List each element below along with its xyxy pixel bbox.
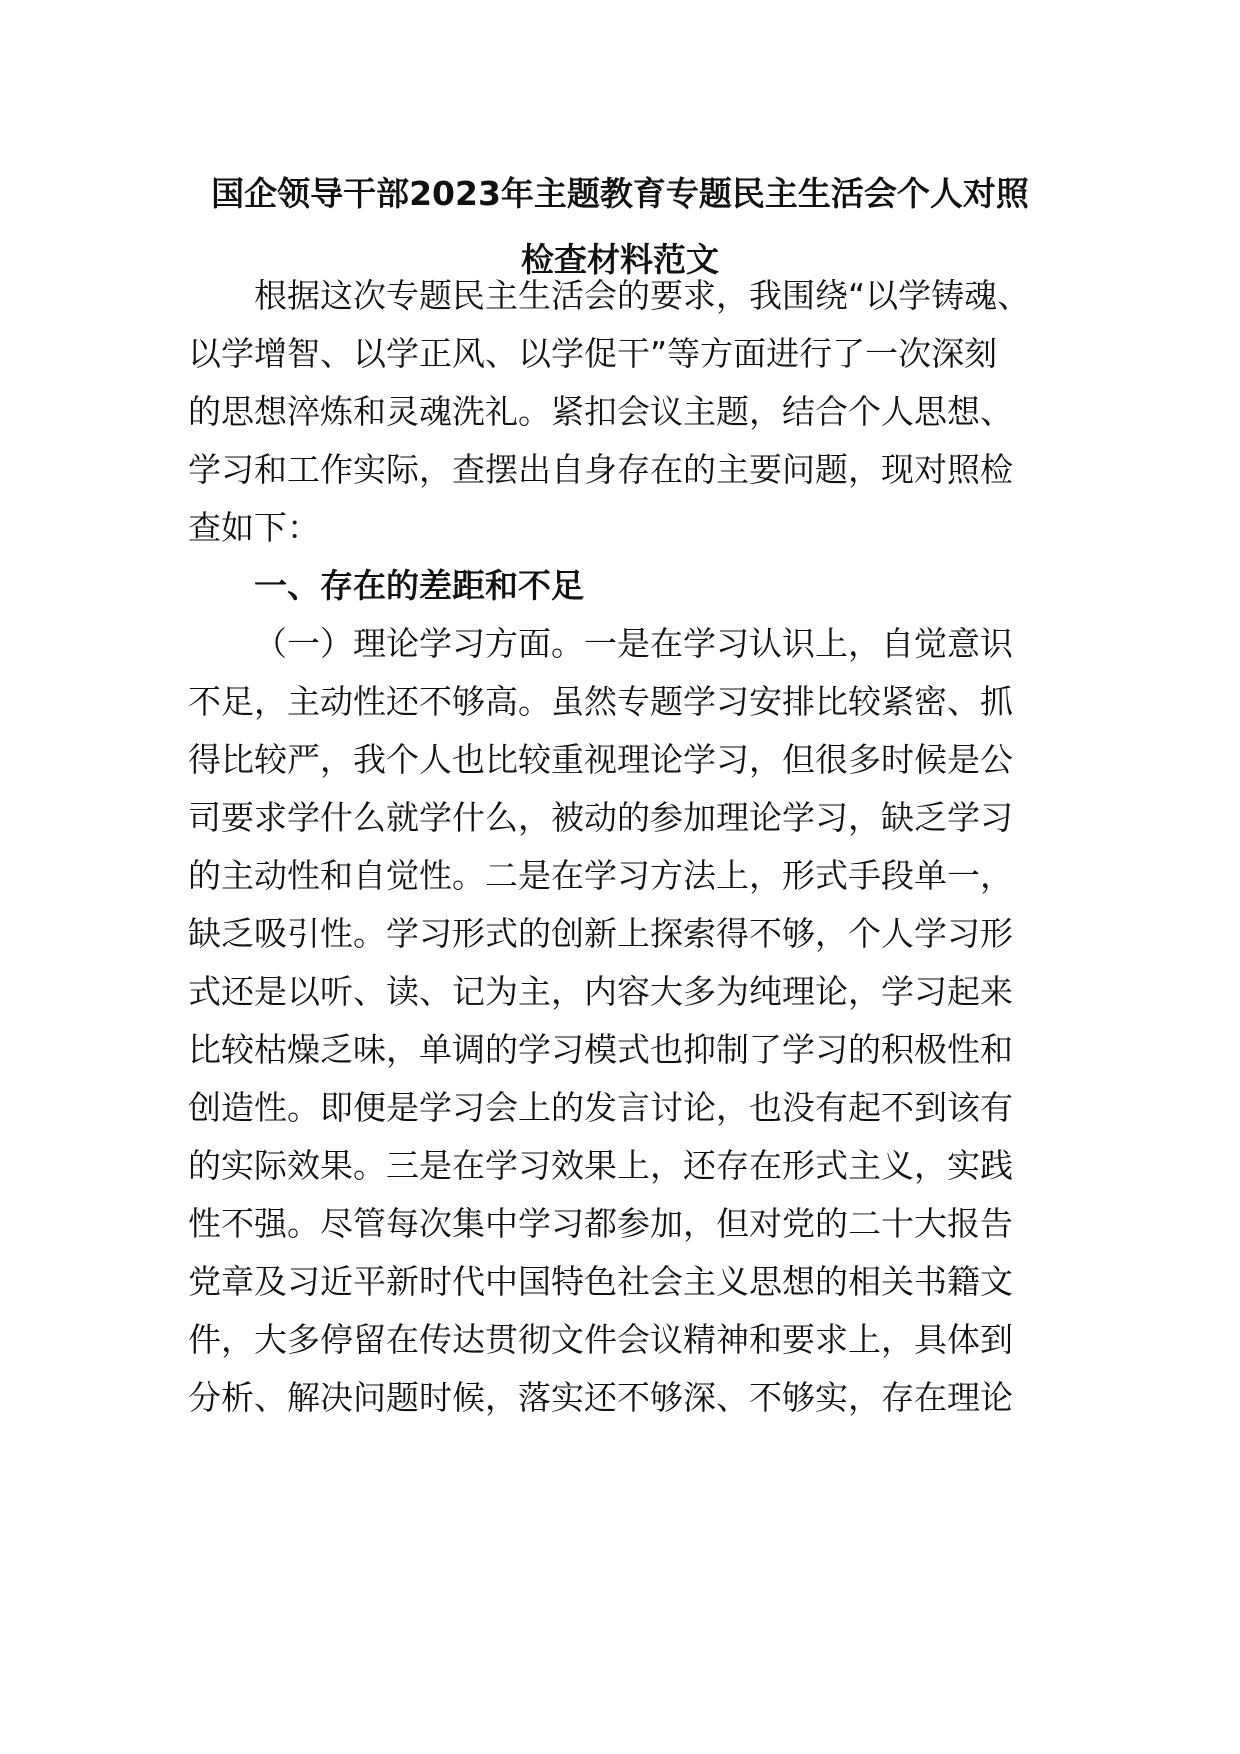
document-title-line-2: 检查材料范文 (521, 240, 719, 279)
intro-line: 根据这次专题民主生活会的要求，我围绕“以学铸魂、 (254, 276, 1031, 315)
body-line: 的实际效果。三是在学习效果上，还存在形式主义，实践 (188, 1146, 1013, 1185)
body-line: 式还是以听、读、记为主，内容大多为纯理论，学习起来 (188, 972, 1013, 1011)
body-line: 的主动性和自觉性。二是在学习方法上，形式手段单一， (188, 856, 1013, 895)
body-line: 性不强。尽管每次集中学习都参加，但对党的二十大报告 (188, 1204, 1013, 1243)
intro-line: 查如下： (188, 508, 320, 547)
body-line: 分析、解决问题时候，落实还不够深、不够实，存在理论 (188, 1378, 1013, 1417)
body-line: （一）理论学习方面。一是在学习认识上，自觉意识 (254, 624, 1013, 663)
section-heading: 一、存在的差距和不足 (254, 566, 584, 605)
body-line: 不足，主动性还不够高。虽然专题学习安排比较紧密、抓 (188, 682, 1013, 721)
document-title-line-1: 国企领导干部2023年主题教育专题民主生活会个人对照 (211, 174, 1029, 213)
body-line: 党章及习近平新时代中国特色社会主义思想的相关书籍文 (188, 1262, 1013, 1301)
body-line: 得比较严，我个人也比较重视理论学习，但很多时候是公 (188, 740, 1013, 779)
body-line: 件，大多停留在传达贯彻文件会议精神和要求上，具体到 (188, 1320, 1013, 1359)
intro-line: 以学增智、以学正风、以学促干”等方面进行了一次深刻 (188, 334, 998, 373)
intro-line: 的思想淬炼和灵魂洗礼。紧扣会议主题，结合个人思想、 (188, 392, 1013, 431)
body-line: 比较枯燥乏味，单调的学习模式也抑制了学习的积极性和 (188, 1030, 1013, 1069)
body-line: 司要求学什么就学什么，被动的参加理论学习，缺乏学习 (188, 798, 1013, 837)
body-line: 创造性。即便是学习会上的发言讨论，也没有起不到该有 (188, 1088, 1013, 1127)
intro-line: 学习和工作实际，查摆出自身存在的主要问题，现对照检 (188, 450, 1013, 489)
body-line: 缺乏吸引性。学习形式的创新上探索得不够，个人学习形 (188, 914, 1013, 953)
